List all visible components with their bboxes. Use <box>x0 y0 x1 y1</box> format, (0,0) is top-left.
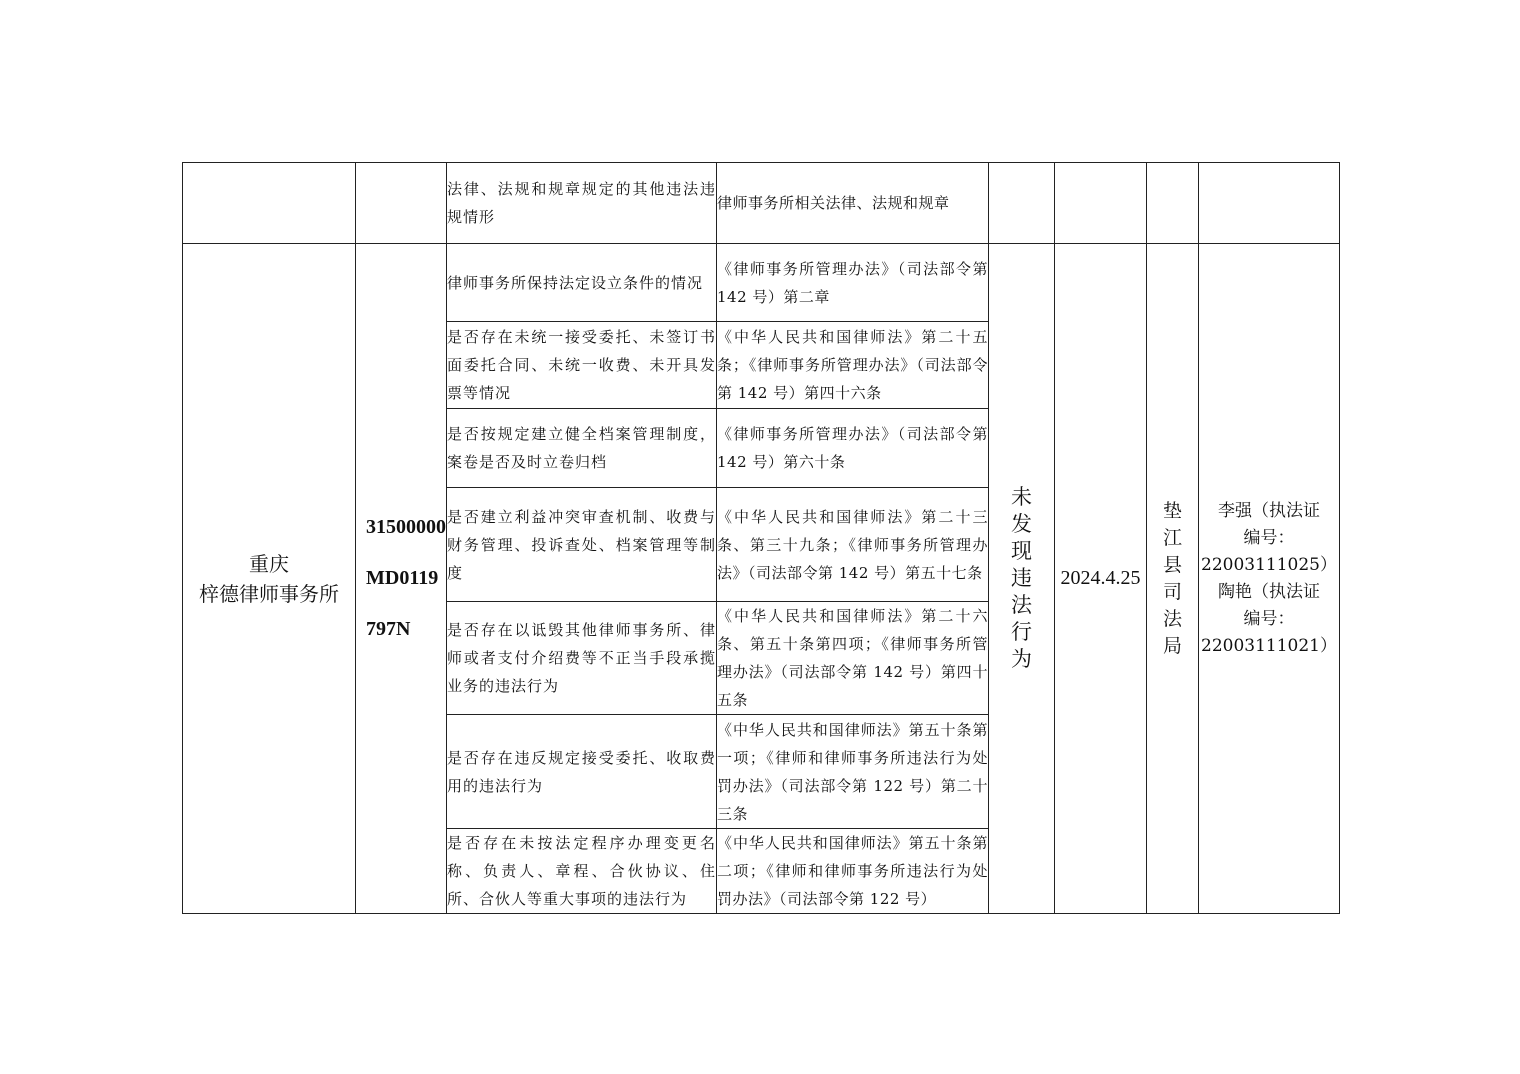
officer-line: 编号： <box>1243 527 1295 548</box>
legal-basis: 《中华人民共和国律师法》第二十六条、第五十条第四项；《律师事务所管理办法》（司法部令第 142 号）第四十五条 <box>717 602 989 715</box>
table-row <box>183 244 1340 322</box>
table-row <box>183 163 1340 244</box>
legal-basis: 《律师事务所管理办法》（司法部令第 142 号）第二章 <box>717 244 989 322</box>
credit-code-cell <box>356 244 447 914</box>
legal-basis: 《中华人民共和国律师法》第五十条第一项；《律师和律师事务所违法行为处罚办法》（司法部令第 122 号）第二十三条 <box>717 715 989 829</box>
officer-line: 陶艳（执法证 <box>1218 581 1320 602</box>
empty-cell <box>356 163 447 244</box>
officer-line: 22003111021） <box>1201 635 1337 656</box>
inspection-item: 律师事务所保持法定设立条件的情况 <box>447 244 717 322</box>
result-cell <box>989 244 1055 914</box>
inspecting-organ: 垫江县司法局 <box>1162 499 1182 657</box>
legal-basis: 《中华人民共和国律师法》第二十三条、第三十九条；《律师事务所管理办法》（司法部令第 142 号）第五十七条 <box>717 488 989 602</box>
inspection-item: 是否存在以诋毁其他律师事务所、律师或者支付介绍费等不正当手段承揽业务的违法行为 <box>447 602 717 715</box>
inspection-table <box>182 162 1340 914</box>
inspection-item: 是否建立利益冲突审查机制、收费与财务管理、投诉查处、档案管理等制度 <box>447 488 717 602</box>
inspection-item: 是否存在违反规定接受委托、收取费用的违法行为 <box>447 715 717 829</box>
empty-cell <box>989 163 1055 244</box>
inspection-result: 未发现违法行为 <box>1011 485 1032 671</box>
officer-line: 李强（执法证 <box>1218 500 1320 521</box>
inspection-item: 是否按规定建立健全档案管理制度，案卷是否及时立卷归档 <box>447 409 717 488</box>
inspection-date: 2024.4.25 <box>1055 244 1147 914</box>
empty-cell <box>183 163 356 244</box>
empty-cell <box>1055 163 1147 244</box>
firm-name-line2: 梓德律师事务所 <box>199 581 339 606</box>
organ-cell <box>1147 244 1199 914</box>
inspection-item: 是否存在未统一接受委托、未签订书面委托合同、未统一收费、未开具发票等情况 <box>447 322 717 409</box>
legal-basis: 《律师事务所管理办法》（司法部令第 142 号）第六十条 <box>717 409 989 488</box>
legal-basis: 《中华人民共和国律师法》第二十五条；《律师事务所管理办法》（司法部令第 142 号）第四十六条 <box>717 322 989 409</box>
credit-code: 31500000MD0119797N <box>366 516 446 640</box>
firm-name-cell <box>183 244 356 914</box>
legal-basis: 《中华人民共和国律师法》第五十条第二项；《律师和律师事务所违法行为处罚办法》（司法部令第 122 号） <box>717 829 989 914</box>
firm-name-line1: 重庆 <box>249 551 289 576</box>
officer-line: 22003111025） <box>1201 554 1337 575</box>
legal-basis: 律师事务所相关法律、法规和规章 <box>717 163 989 244</box>
empty-cell <box>1147 163 1199 244</box>
inspection-item: 是否存在未按法定程序办理变更名称、负责人、章程、合伙协议、住所、合伙人等重大事项的违法行为 <box>447 829 717 914</box>
officer-line: 编号： <box>1243 608 1295 629</box>
inspection-item: 法律、法规和规章规定的其他违法违规情形 <box>447 163 717 244</box>
empty-cell <box>1199 163 1340 244</box>
officers-cell <box>1199 244 1340 914</box>
